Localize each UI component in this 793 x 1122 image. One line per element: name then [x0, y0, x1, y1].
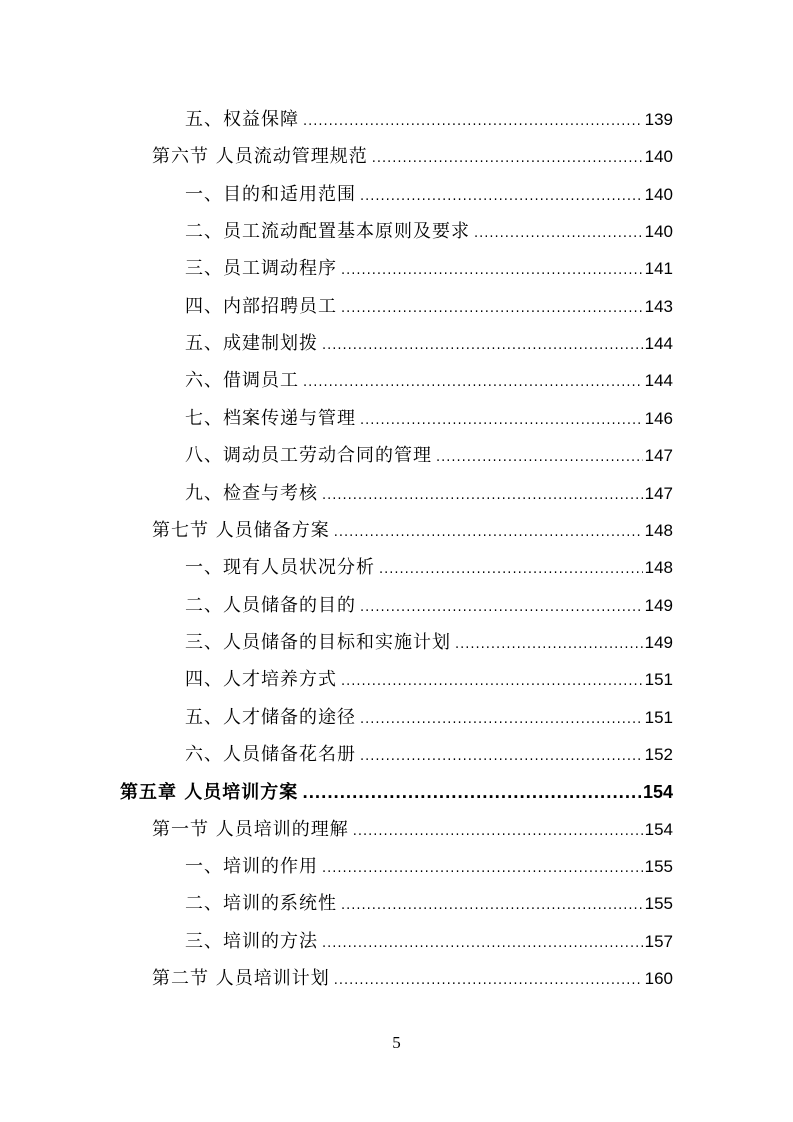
toc-dot-leader	[341, 295, 643, 323]
toc-entry-title: 五、权益保障	[185, 109, 299, 130]
toc-entry-title: 三、人员储备的目标和实施计划	[185, 632, 451, 653]
toc-entry-page: 140	[644, 222, 673, 241]
toc-dot-leader	[341, 257, 643, 285]
toc-entry-title: 第七节 人员储备方案	[152, 520, 330, 541]
toc-dot-leader	[360, 407, 643, 435]
toc-entry-title: 二、人员储备的目的	[185, 595, 356, 616]
toc-item	[185, 704, 673, 732]
toc-entry-page: 139	[644, 110, 673, 129]
toc-entry-title: 二、培训的系统性	[185, 893, 337, 914]
toc-entry-title: 六、借调员工	[185, 370, 299, 391]
toc-item	[185, 181, 673, 209]
toc-item	[185, 106, 673, 134]
toc-dot-leader	[341, 892, 643, 920]
toc-item	[185, 928, 673, 956]
toc-chapter	[120, 778, 673, 806]
toc-item	[185, 890, 673, 918]
toc-entry-page: 155	[644, 857, 673, 876]
toc-dot-leader	[372, 145, 643, 173]
toc-entry-title: 二、员工流动配置基本原则及要求	[185, 221, 470, 242]
toc-dot-leader	[455, 631, 643, 659]
toc-dot-leader	[322, 930, 643, 958]
toc-entry-page: 154	[644, 820, 673, 839]
toc-item	[185, 405, 673, 433]
toc-item	[185, 480, 673, 508]
toc-dot-leader	[360, 743, 643, 771]
toc-entry-page: 140	[644, 147, 673, 166]
toc-entry-page: 147	[644, 484, 673, 503]
toc-section	[152, 965, 673, 993]
toc-dot-leader	[353, 818, 643, 846]
toc-dot-leader	[379, 556, 643, 584]
toc-section	[152, 517, 673, 545]
toc-entry-page: 148	[644, 558, 673, 577]
toc-item	[185, 629, 673, 657]
toc-entry-page: 148	[644, 521, 673, 540]
toc-entry-title: 七、档案传递与管理	[185, 408, 356, 429]
toc-entry-title: 一、现有人员状况分析	[185, 557, 375, 578]
toc-dot-leader	[302, 779, 641, 807]
toc-item	[185, 442, 673, 470]
toc-item	[185, 741, 673, 769]
toc-dot-leader	[322, 482, 643, 510]
toc-item	[185, 666, 673, 694]
toc-entry-title: 一、培训的作用	[185, 856, 318, 877]
toc-section	[152, 816, 673, 844]
toc-entry-page: 154	[642, 782, 673, 802]
toc-dot-leader	[341, 668, 643, 696]
toc-entry-page: 149	[644, 633, 673, 652]
toc-entry-page: 144	[644, 334, 673, 353]
toc-dot-leader	[360, 706, 643, 734]
toc-dot-leader	[360, 183, 643, 211]
toc-entry-page: 151	[644, 708, 673, 727]
toc-entry-title: 一、目的和适用范围	[185, 184, 356, 205]
toc-dot-leader	[303, 369, 643, 397]
toc-section	[152, 143, 673, 171]
toc-dot-leader	[334, 519, 643, 547]
toc-entry-title: 三、员工调动程序	[185, 258, 337, 279]
toc-item	[185, 554, 673, 582]
toc-entry-page: 157	[644, 932, 673, 951]
toc-entry-title: 六、人员储备花名册	[185, 744, 356, 765]
toc-dot-leader	[436, 444, 643, 472]
toc-dot-leader	[360, 594, 643, 622]
toc-item	[185, 255, 673, 283]
toc-dot-leader	[474, 220, 643, 248]
toc-entry-title: 三、培训的方法	[185, 931, 318, 952]
toc-entry-page: 152	[644, 745, 673, 764]
toc-dot-leader	[322, 855, 643, 883]
toc-entry-title: 第六节 人员流动管理规范	[152, 146, 368, 167]
toc-item	[185, 293, 673, 321]
toc-entry-page: 151	[644, 670, 673, 689]
toc-item	[185, 592, 673, 620]
toc-entry-title: 第一节 人员培训的理解	[152, 819, 349, 840]
toc-entry-page: 155	[644, 894, 673, 913]
toc-entry-page: 144	[644, 371, 673, 390]
toc-entry-title: 第二节 人员培训计划	[152, 968, 330, 989]
toc-entry-page: 147	[644, 446, 673, 465]
toc-entry-title: 四、内部招聘员工	[185, 296, 337, 317]
toc-entry-title: 五、成建制划拨	[185, 333, 318, 354]
toc-item	[185, 330, 673, 358]
toc-entry-page: 140	[644, 185, 673, 204]
toc-entry-title: 五、人才储备的途径	[185, 707, 356, 728]
toc-entry-title: 四、人才培养方式	[185, 669, 337, 690]
toc-dot-leader	[303, 108, 643, 136]
toc-entry-title: 八、调动员工劳动合同的管理	[185, 445, 432, 466]
toc-entry-page: 141	[644, 259, 673, 278]
toc-item	[185, 853, 673, 881]
toc-entry-page: 143	[644, 297, 673, 316]
toc-entry-page: 149	[644, 596, 673, 615]
toc-entry-title: 第五章 人员培训方案	[120, 782, 299, 803]
toc-dot-leader	[334, 967, 643, 995]
toc-item	[185, 367, 673, 395]
toc-entry-page: 160	[644, 969, 673, 988]
toc-entry-page: 146	[644, 409, 673, 428]
page-number: 5	[392, 1033, 401, 1052]
toc-item	[185, 218, 673, 246]
toc-entry-title: 九、检查与考核	[185, 483, 318, 504]
toc-dot-leader	[322, 332, 643, 360]
